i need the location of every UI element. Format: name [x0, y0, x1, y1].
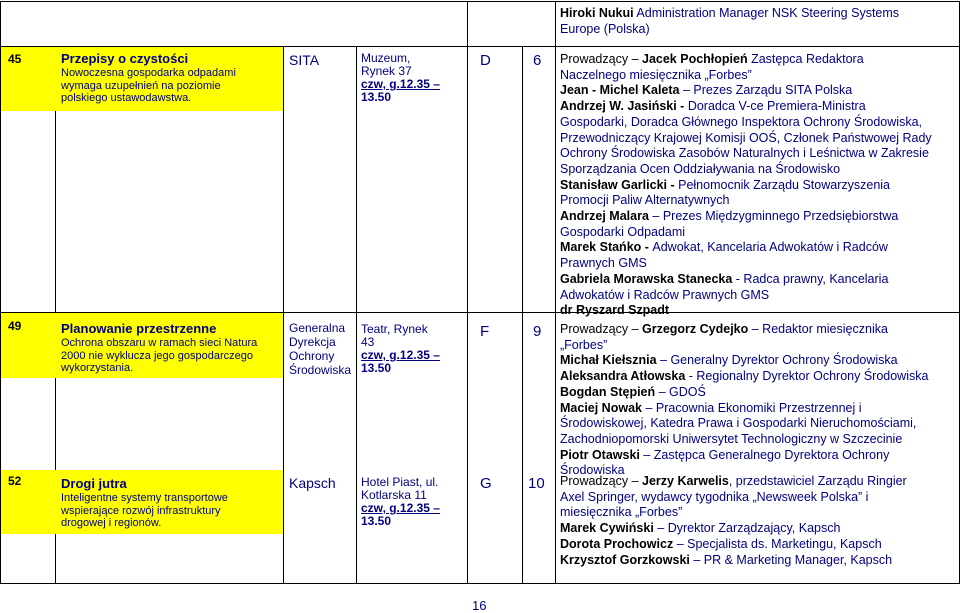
header-role-line1: Administration Manager NSK Steering Systems — [636, 6, 900, 20]
participant-line — [560, 537, 907, 553]
row45-room: D — [480, 52, 491, 69]
participant-name: Marek Stańko - — [560, 240, 653, 255]
participant-role: – PR & Marketing Manager, Kapsch — [689, 552, 893, 567]
col-sep-3 — [283, 46, 284, 583]
participant-line — [560, 432, 928, 448]
row49-place-line2: 43 — [361, 335, 375, 349]
participant-role: Adwokat, Kancelaria Adwokatów i Radców — [652, 240, 888, 255]
row49-organizer-line2: Dyrekcja — [289, 335, 336, 349]
participant-name: Andrzej W. Jasiński - — [560, 99, 688, 114]
participant-role: Zastępca Redaktora — [747, 52, 864, 66]
row45-number: 45 — [8, 52, 22, 66]
participant-name: Jerzy Karwelis — [642, 474, 729, 488]
participant-name: Andrzej Malara — [560, 209, 649, 224]
participant-role: – Generalny Dyrektor Ochrony Środowiska — [656, 353, 898, 368]
participant-line — [560, 401, 928, 417]
participant-role: Axel Springer, wydawcy tygodnika „Newsweek Polska” i — [560, 489, 869, 504]
participant-role: - Radca prawny, Kancelaria — [732, 271, 889, 286]
row49-organizer — [289, 321, 351, 377]
row45-desc-line3: polskiego ustawodawstwa. — [61, 92, 192, 104]
participant-line — [560, 256, 932, 272]
participant-line — [560, 272, 932, 288]
participant-role: – Specjalista ds. Marketingu, Kapsch — [673, 536, 882, 551]
participant-line — [560, 178, 932, 194]
participant-name: Krzysztof Gorzkowski — [560, 552, 690, 567]
participant-line — [560, 131, 932, 147]
participant-line — [560, 68, 932, 84]
participant-name: Stanisław Garlicki - — [560, 177, 679, 192]
participant-role: Gospodarki Odpadami — [560, 224, 686, 239]
participant-role: Środowiska — [560, 463, 625, 478]
moderator-label: Prowadzący — [560, 474, 629, 488]
row49-organizer-line1: Generalna — [289, 321, 346, 335]
row52-place — [361, 476, 465, 528]
participant-role: – Redaktor miesięcznika — [748, 322, 888, 336]
participant-line — [560, 193, 932, 209]
participant-line — [560, 322, 928, 338]
participant-line — [560, 553, 907, 569]
table-border-top — [0, 1, 960, 2]
row45-organizer: SITA — [289, 52, 320, 68]
participant-line — [560, 162, 932, 178]
row49-desc-line3: wykorzystania. — [61, 362, 134, 374]
participant-line — [560, 416, 928, 432]
participant-name: Jean - Michel Kaleta — [560, 83, 680, 98]
header-name: Hiroki Nukui — [560, 6, 634, 20]
row45-place-line1: Muzeum, — [361, 51, 411, 65]
participant-role: Promocji Paliw Alternatywnych — [560, 193, 730, 208]
participant-line — [560, 288, 932, 304]
row49-title: Planowanie przestrzenne — [61, 321, 217, 336]
participant-name: dr Ryszard Szpadt — [560, 303, 670, 318]
row49-place — [361, 323, 465, 375]
connector: – — [628, 52, 642, 66]
participant-line — [560, 448, 928, 464]
row52-number: 52 — [8, 474, 22, 488]
row49-desc-line1: Ochrona obszaru w ramach sieci Natura — [61, 337, 258, 349]
participant-role: Naczelnego miesięcznika „Forbes” — [560, 67, 752, 82]
participant-line — [560, 353, 928, 369]
row45-participants — [560, 52, 932, 319]
participant-name: Piotr Otawski — [560, 447, 640, 462]
participant-name: Marek Cywiński — [560, 521, 654, 536]
participant-line — [560, 505, 907, 521]
row52-room: G — [480, 475, 492, 492]
row52-desc-line1: Inteligentne systemy transportowe — [61, 492, 228, 504]
row49-topic — [61, 321, 281, 375]
row52-participants — [560, 474, 907, 568]
participant-role: – Prezes Zarządu SITA Polska — [679, 83, 853, 98]
participant-line — [560, 115, 932, 131]
col-sep-4 — [356, 46, 357, 583]
participant-role: – Dyrektor Zarządzający, Kapsch — [653, 521, 841, 536]
row52-time: 13.50 — [361, 514, 392, 528]
participant-role: Pełnomocnik Zarządu Stowarzyszenia — [678, 177, 891, 192]
row45-date: czw, g.12.35 – — [361, 77, 440, 91]
row52-topic — [61, 476, 281, 530]
participant-name: Aleksandra Atłowska — [560, 369, 686, 384]
connector: – — [628, 474, 642, 488]
table-border-bottom — [0, 583, 960, 584]
row52-desc-line2: wspierające rozwój infrastruktury — [61, 504, 221, 517]
participant-role: Adwokatów i Radców Prawnych GMS — [560, 287, 770, 302]
row49-room: F — [480, 323, 490, 340]
row52-date: czw, g.12.35 – — [361, 501, 440, 515]
participant-role: – Prezes Międzygminnego Przedsiębiorstwa — [648, 209, 899, 224]
col-sep-7 — [555, 1, 556, 583]
participant-name: Michał Kiełsznia — [560, 353, 657, 368]
participant-line — [560, 240, 932, 256]
participant-line — [560, 99, 932, 115]
participant-role: – Pracownia Ekonomiki Przestrzennej i — [641, 400, 862, 415]
header-role-line2: Europe (Polska) — [560, 21, 650, 36]
participant-role: Sporządzania Ocen Oddziaływania na Środowisko — [560, 161, 841, 176]
participant-role: Doradca V-ce Premiera-Ministra — [687, 99, 866, 114]
participant-role: Gospodarki, Doradca Głównego Inspektora Ochrony Środowiska, — [560, 114, 922, 129]
participant-role: Środowiskowej, Katedra Prawa i Gospodarki Nieruchomościami, — [560, 416, 917, 431]
row49-time: 13.50 — [361, 361, 392, 375]
participant-line — [560, 385, 928, 401]
row52-panel: 10 — [528, 475, 545, 492]
header-participant — [560, 6, 955, 37]
participant-role: – Zastępca Generalnego Dyrektora Ochrony — [639, 447, 890, 462]
participant-line — [560, 209, 932, 225]
participant-role: Ochrony Środowiska Zasobów Naturalnych i Leśnictwa w Zakresie — [560, 146, 929, 161]
row45-topic — [61, 51, 281, 105]
participant-role: Zachodniopomorski Uniwersytet Technologiczny w Szczecinie — [560, 431, 903, 446]
participant-line — [560, 521, 907, 537]
row49-panel: 9 — [533, 323, 542, 340]
participant-name: Gabriela Morawska Stanecka — [560, 271, 733, 286]
participant-line — [560, 490, 907, 506]
row52-organizer: Kapsch — [289, 475, 336, 491]
row52-place-line2: Kotlarska 11 — [361, 488, 427, 502]
connector: – — [628, 322, 642, 336]
row49-organizer-line3: Ochrony — [289, 349, 335, 363]
row45-panel: 6 — [533, 52, 542, 69]
participant-line — [560, 83, 932, 99]
participant-role: Przewodniczący Krajowej Komisji OOŚ, Członek Państwowej Rady — [560, 130, 932, 145]
moderator-label: Prowadzący — [560, 52, 629, 66]
participant-name: Maciej Nowak — [560, 400, 642, 415]
row45-desc-line1: Nowoczesna gospodarka odpadami — [61, 67, 236, 79]
row52-place-line1: Hotel Piast, ul. — [361, 475, 439, 489]
participant-role: – GDOŚ — [655, 384, 706, 399]
participant-role: miesięcznika „Forbes” — [560, 505, 683, 520]
participant-line — [560, 303, 932, 319]
row49-organizer-line4: Środowiska — [289, 363, 352, 377]
row45-place — [361, 52, 465, 104]
row45-place-line2: Rynek 37 — [361, 64, 412, 78]
row52-title: Drogi jutra — [61, 476, 127, 491]
col-sep-5 — [467, 1, 468, 583]
row45-time: 13.50 — [361, 90, 392, 104]
participant-line — [560, 52, 932, 68]
participant-role: , przedstawiciel Zarządu Ringier — [728, 474, 907, 488]
participant-name: Bogdan Stępień — [560, 384, 656, 399]
row49-number: 49 — [8, 319, 22, 333]
row49-place-line1: Teatr, Rynek — [361, 322, 428, 336]
participant-role: „Forbes” — [560, 337, 608, 352]
participant-name: Jacek Pochłopień — [642, 52, 748, 66]
participant-name: Grzegorz Cydejko — [642, 322, 749, 336]
participant-role: Prawnych GMS — [560, 256, 647, 271]
participant-line — [560, 474, 907, 490]
page-number: 16 — [472, 598, 487, 613]
participant-line — [560, 369, 928, 385]
participant-line — [560, 146, 932, 162]
row52-desc-line3: drogowej i regionów. — [61, 517, 162, 529]
col-sep-6 — [522, 46, 523, 583]
participant-line — [560, 338, 928, 354]
participant-name: Dorota Prochowicz — [560, 536, 674, 551]
row49-date: czw, g.12.35 – — [361, 348, 440, 362]
participant-role: - Regionalny Dyrektor Ochrony Środowiska — [685, 369, 929, 384]
row45-desc-line2: wymaga uzupełnień na poziomie — [61, 79, 221, 92]
moderator-label: Prowadzący — [560, 322, 629, 336]
row49-participants — [560, 322, 928, 479]
row49-desc-line2: 2000 nie wyklucza jego gospodarczego — [61, 349, 254, 362]
participant-line — [560, 225, 932, 241]
row45-title: Przepisy o czystości — [61, 51, 189, 66]
